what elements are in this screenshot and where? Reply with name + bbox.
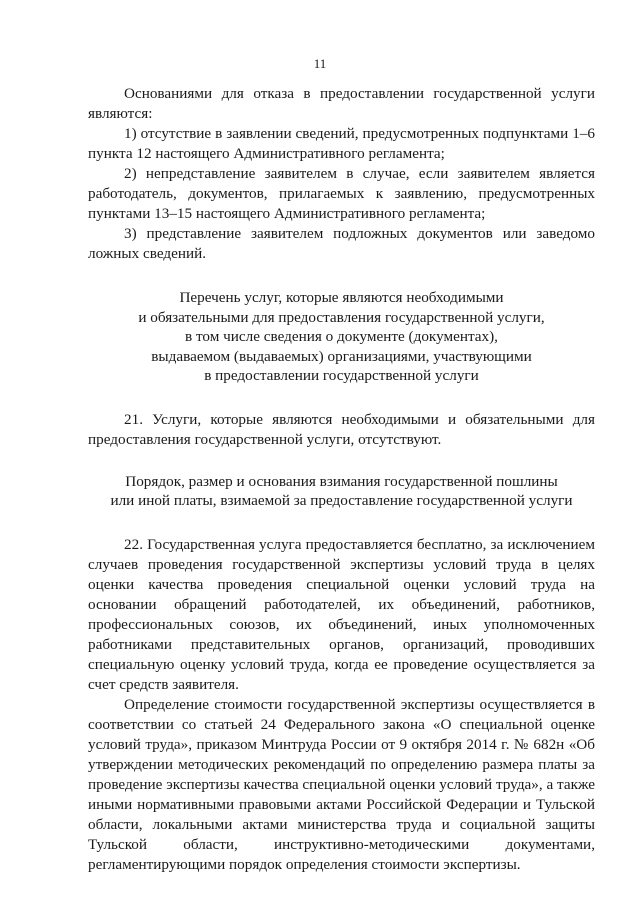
refusal-item-1: 1) отсутствие в заявлении сведений, предусмотренных подпунктами 1–6 пункта 12 настоящего Административного регламента; — [88, 125, 595, 162]
section-heading-services — [88, 288, 595, 386]
heading-line: выдаваемом (выдаваемых) организациями, участвующими — [151, 347, 532, 365]
paragraph-cost: Определение стоимости государственной экспертизы осуществляется в соответствии со статьей 24 Федерального закона «О специальной оценке условий труда», приказом Минтруда России от 9 октября 2014 г. № 682н «Об утверждении методических рекомендаций по определению размера платы за проведение экспертизы качества специальной оценки условий труда», а также иными нормативными правовыми актами Российской Федерации и Тульской области, локальными актами министерства труда и социальной защиты Тульской области, инструктивно-методическими документами, регламентирующими порядок определения стоимости экспертизы. — [88, 695, 595, 873]
refusal-item-2: 2) непредставление заявителем в случае, если заявителем является работодатель, документов, прилагаемых к заявлению, предусмотренных пунктами 13–15 настоящего Административного регламента; — [88, 165, 595, 222]
heading-line: и обязательными для предоставления государственной услуги, — [138, 308, 545, 326]
heading-line: в предоставлении государственной услуги — [204, 367, 479, 384]
heading-line: Порядок, размер и основания взимания государственной пошлины — [125, 472, 558, 490]
document-body — [88, 84, 595, 875]
paragraph-21: 21. Услуги, которые являются необходимыми и обязательными для предоставления государственной услуги, отсутствуют. — [88, 410, 595, 448]
heading-line: или иной платы, взимаемой за предоставление государственной услуги — [110, 492, 573, 509]
paragraph-22: 22. Государственная услуга предоставляется бесплатно, за исключением случаев проведения государственной экспертизы условий труда в целях оценки качества проведения специальной оценки условий труда на основании обращений работодателей, их объединений, работников, профессиональных союзов, их объединений, иных уполномоченных работниками представительных органов, организаций, проводивших специальную оценку условий труда, когда ее проведение осуществляется за счет средств заявителя. — [88, 535, 595, 693]
section-heading-fees — [88, 472, 595, 511]
page-number: 11 — [313, 56, 327, 71]
refusal-item-3: 3) представление заявителем подложных документов или заведомо ложных сведений. — [88, 225, 595, 262]
heading-line: Перечень услуг, которые являются необходимыми — [179, 289, 504, 306]
heading-line: в том числе сведения о документе (документах), — [185, 328, 498, 345]
refusal-intro: Основаниями для отказа в предоставлении государственной услуги являются: — [88, 85, 595, 122]
